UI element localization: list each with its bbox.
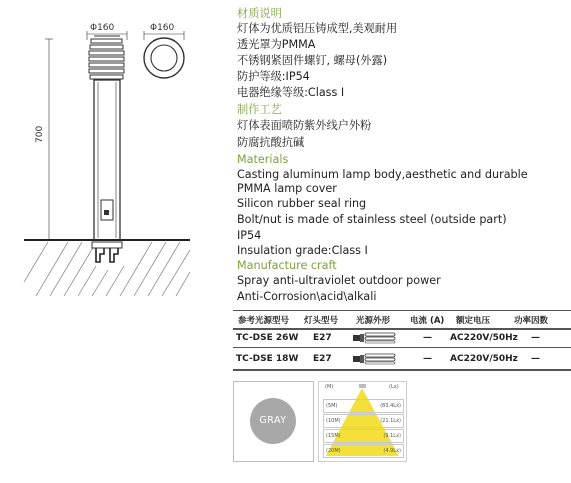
materials-en-heading: Materials (237, 153, 289, 166)
craft-en-line: Anti-Corrosion\acid\alkali (237, 290, 377, 303)
craft-en-line: Spray anti-ultraviolet outdoor power (237, 274, 441, 287)
materials-en-line: IP54 (237, 229, 262, 242)
table-cell-voltage: AC220V/50Hz (450, 354, 518, 364)
craft-cn-line: 灯体表面喷防紫外线户外粉 (237, 119, 372, 132)
color-swatch-gray: GRAY (250, 398, 296, 444)
table-header-voltage: 额定电压 (456, 316, 491, 326)
table-cell-pf: — (531, 333, 540, 343)
table-header-model: 参考光源型号 (238, 316, 290, 326)
table-cell-voltage: AC220V/50Hz (450, 333, 518, 343)
lux-header-distance: (M) (325, 384, 334, 390)
anchor-base (92, 242, 122, 262)
table-cell-model: TC-DSE 18W (236, 354, 299, 364)
table-header-base: 灯头型号 (304, 316, 339, 326)
bollard-drawing (0, 0, 230, 483)
table-cell-model: TC-DSE 26W (236, 333, 299, 343)
materials-en-line: Silicon rubber seal ring (237, 197, 367, 210)
pole (94, 80, 120, 240)
ground-hatch (24, 242, 190, 296)
lux-row: (10M) (21.1Lx) (323, 414, 404, 428)
materials-cn-heading: 材质说明 (237, 7, 282, 20)
materials-cn-line: 灯体为优质铝压铸成型,美观耐用 (237, 22, 398, 35)
lux-chart (318, 381, 407, 462)
materials-en-line: Casting aluminum lamp body,aesthetic and durable (237, 168, 528, 181)
materials-en-line: PMMA lamp cover (237, 182, 337, 195)
craft-en-heading: Manufacture craft (237, 259, 337, 272)
table-cell-current: — (423, 354, 432, 364)
table-header-shape: 光源外形 (356, 316, 391, 326)
materials-en-line: Bolt/nut is made of stainless steel (outside part) (237, 213, 507, 226)
table-cell-base: E27 (313, 354, 332, 364)
dim-diameter-right: Φ160 (150, 23, 175, 33)
lamp-shape-icon (352, 353, 398, 365)
lux-row: (15M) (9.1Lx) (323, 429, 404, 443)
craft-cn-heading: 制作工艺 (237, 103, 282, 116)
materials-en-line: Insulation grade:Class I (237, 244, 368, 257)
lux-row: (20M) (4.9Lx) (323, 444, 404, 458)
table-header-pf: 功率因数 (514, 316, 549, 326)
table-cell-pf: — (531, 354, 540, 364)
materials-cn-line: 电器绝缘等级:Class I (237, 86, 345, 99)
materials-cn-line: 透光罩为PMMA (237, 38, 316, 51)
table-cell-current: — (423, 333, 432, 343)
craft-cn-line: 防腐抗酸抗碱 (237, 136, 305, 149)
lux-header-lux: (Lx) (389, 384, 399, 390)
materials-cn-line: 不锈钢紧固件螺钉, 螺母(外露) (237, 54, 388, 67)
lamp-shape-icon (352, 332, 398, 344)
lamp-head (89, 36, 124, 79)
top-view (144, 38, 184, 78)
dim-height: 700 (35, 125, 45, 143)
lux-row: (5M) (83.4Lx) (323, 399, 404, 413)
table-header-current: 电流 (A) (410, 316, 445, 326)
dim-diameter-left: Φ160 (90, 23, 115, 33)
table-cell-base: E27 (313, 333, 332, 343)
materials-cn-line: 防护等级:IP54 (237, 70, 310, 83)
color-swatch-box (233, 381, 314, 462)
